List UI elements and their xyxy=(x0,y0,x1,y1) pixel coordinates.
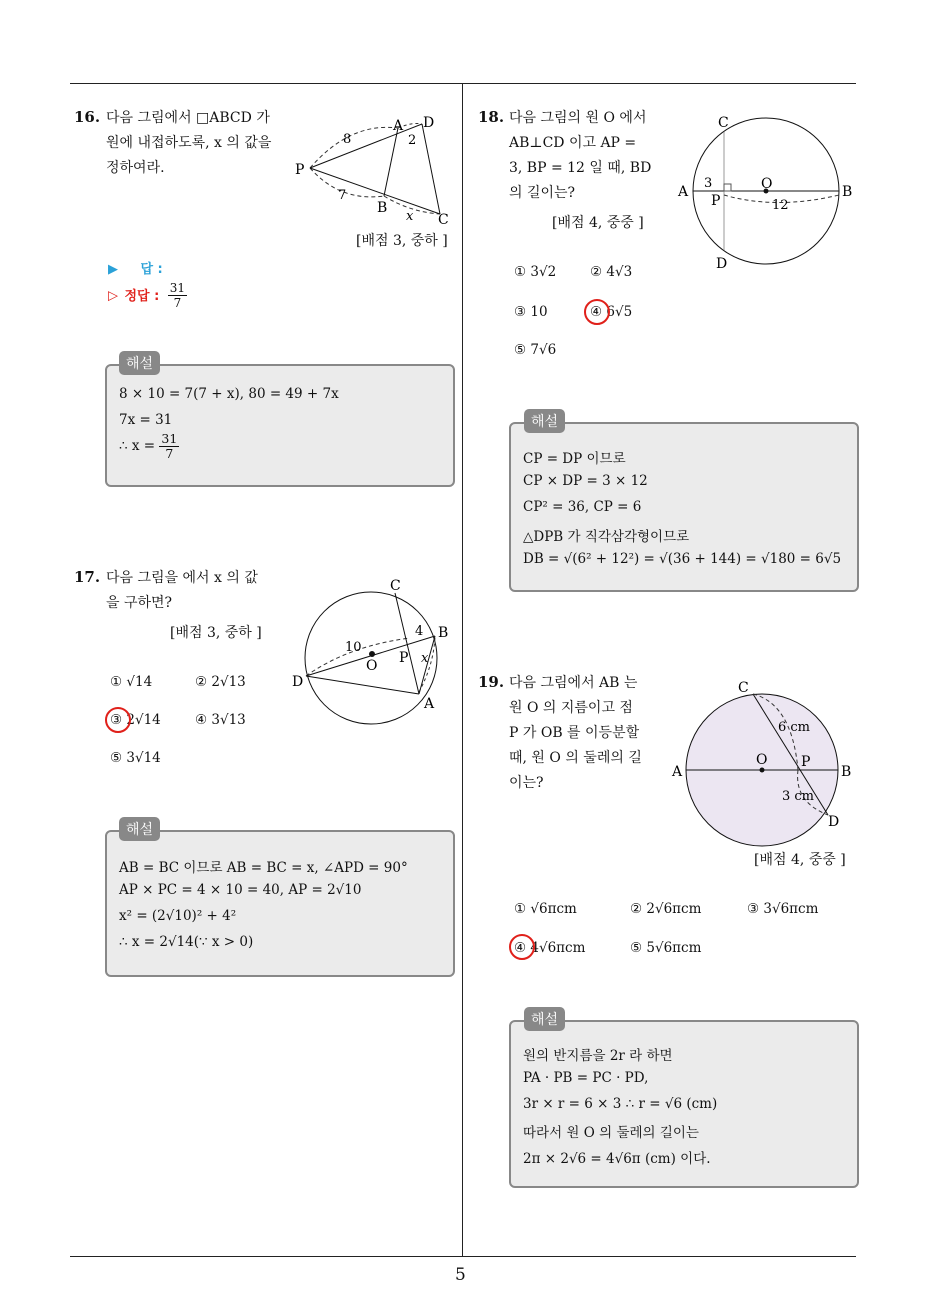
q17-sol-line: AP × PC = 4 × 10 = 40, AP = 2√10 xyxy=(119,882,362,898)
q19-sol-line: 2π × 2√6 = 4√6π (cm) 이다. xyxy=(523,1151,711,1167)
column-divider xyxy=(462,83,463,1256)
q16-label-D: D xyxy=(423,115,435,131)
q19-number: 19. xyxy=(478,673,505,691)
q16-correct-den: 7 xyxy=(173,296,182,310)
q18-label-D: D xyxy=(716,256,728,272)
q19-label-C: C xyxy=(738,680,749,696)
q17-solution-box xyxy=(105,830,455,977)
q19-text-line: 원 O 의 지름이고 점 xyxy=(509,700,633,716)
q19-score: [배점 4, 중중 ] xyxy=(754,852,846,868)
q19-label-P: P xyxy=(801,754,811,770)
q17-choice-4[interactable]: ④ 3√13 xyxy=(195,712,246,728)
q18-choice-1[interactable]: ① 3√2 xyxy=(514,264,557,280)
bottom-rule xyxy=(70,1256,856,1257)
q16-correct-fraction xyxy=(168,281,187,310)
q18-number: 18. xyxy=(478,108,505,126)
q19-choice-3[interactable]: ③ 3√6πcm xyxy=(747,901,819,917)
q18-label-A: A xyxy=(678,184,689,200)
q16-solution-badge: 해설 xyxy=(119,351,160,375)
q19-text-line: P 가 OB 를 이등분할 xyxy=(509,725,640,741)
q18-text-line: 다음 그림의 원 O 에서 xyxy=(509,110,647,126)
q18-choice-2[interactable]: ② 4√3 xyxy=(590,264,633,280)
q17-score: [배점 3, 중하 ] xyxy=(170,625,262,641)
q19-figure xyxy=(668,678,858,848)
q17-choice-2[interactable]: ② 2√13 xyxy=(195,674,246,690)
q16-label-8: 8 xyxy=(343,132,352,147)
q18-text xyxy=(509,106,651,206)
q18-sol-line: DB = √(6² + 12²) = √(36 + 144) = √180 = 6√5 xyxy=(523,551,842,567)
q18-label-12: 12 xyxy=(772,198,789,213)
answer-arrow-icon: ▶ xyxy=(108,262,118,277)
q17-label-D: D xyxy=(292,674,304,690)
q16-label-P: P xyxy=(295,162,305,178)
q17-text xyxy=(106,566,258,616)
q16-label-7: 7 xyxy=(338,188,347,203)
page-number: 5 xyxy=(455,1265,466,1285)
q18-choice-5[interactable]: ⑤ 7√6 xyxy=(514,342,557,358)
q16-correct-num: 31 xyxy=(169,281,186,295)
q17-figure xyxy=(288,574,458,734)
q17-sol-line: ∴ x = 2√14(∵ x > 0) xyxy=(119,934,254,950)
q16-correct-row xyxy=(108,281,187,310)
q18-choice-4[interactable]: ④ 6√5 xyxy=(590,304,633,320)
q17-text-line: 을 구하면? xyxy=(106,595,173,611)
q17-number: 17. xyxy=(74,568,101,586)
q17-label-10: 10 xyxy=(345,640,362,655)
q19-answer-mark xyxy=(509,934,535,960)
q16-sol-num: 31 xyxy=(161,431,178,446)
q17-answer-mark xyxy=(105,707,131,733)
q16-sol-therefore: ∴ x = xyxy=(119,438,156,454)
q18-text-line: 의 길이는? xyxy=(509,185,576,201)
q17-label-B: B xyxy=(438,625,449,641)
q17-label-C: C xyxy=(390,578,401,594)
q16-text-line: 정하여라. xyxy=(106,160,165,176)
q18-label-3: 3 xyxy=(704,176,713,191)
q17-label-O: O xyxy=(366,658,378,674)
q17-solution-badge: 해설 xyxy=(119,817,160,841)
q17-sol-line: x² = (2√10)² + 4² xyxy=(119,908,237,924)
q17-label-A: A xyxy=(424,696,435,712)
q18-solution-badge: 해설 xyxy=(524,409,565,433)
q18-sol-line: CP² = 36, CP = 6 xyxy=(523,499,642,515)
q18-sol-line: △DPB 가 직각삼각형이므로 xyxy=(523,529,690,545)
q19-choice-5[interactable]: ⑤ 5√6πcm xyxy=(630,940,702,956)
q19-sol-line: PA · PB = PC · PD, xyxy=(523,1070,649,1086)
top-rule xyxy=(70,83,856,84)
q18-sol-line: CP × DP = 3 × 12 xyxy=(523,473,648,489)
q16-score: [배점 3, 중하 ] xyxy=(356,233,448,249)
q16-label-2: 2 xyxy=(408,133,417,148)
q19-label-6cm: 6 cm xyxy=(778,720,811,735)
q16-sol-line-3 xyxy=(119,432,179,461)
q16-text-line: 다음 그림에서 □ABCD 가 xyxy=(106,110,270,126)
q16-text-line: 원에 내접하도록, x 의 값을 xyxy=(106,135,272,151)
q18-label-P: P xyxy=(711,193,721,209)
q16-solution-box xyxy=(105,364,455,487)
q19-solution-badge: 해설 xyxy=(524,1007,565,1031)
q18-choice-3[interactable]: ③ 10 xyxy=(514,304,548,320)
q19-label-B: B xyxy=(841,764,852,780)
q16-figure xyxy=(290,110,460,232)
q16-sol-fraction xyxy=(159,432,179,461)
q16-label-B: B xyxy=(377,200,388,216)
q18-solution-box xyxy=(509,422,859,592)
q19-label-3cm: 3 cm xyxy=(782,789,815,804)
q18-label-B: B xyxy=(842,184,853,200)
q16-answer-label: 답 : xyxy=(140,262,163,277)
q17-label-4: 4 xyxy=(415,624,424,639)
q18-label-O: O xyxy=(761,176,773,192)
q18-score: [배점 4, 중중 ] xyxy=(552,215,644,231)
q18-text-line: 3, BP = 12 일 때, BD xyxy=(509,160,652,176)
q19-label-D: D xyxy=(828,814,840,830)
q19-solution-box xyxy=(509,1020,859,1188)
q19-sol-line: 3r × r = 6 × 3 ∴ r = √6 (cm) xyxy=(523,1096,718,1112)
q19-choice-2[interactable]: ② 2√6πcm xyxy=(630,901,702,917)
q17-choice-1[interactable]: ① √14 xyxy=(110,674,153,690)
q17-choice-5[interactable]: ⑤ 3√14 xyxy=(110,750,161,766)
q16-answer-row xyxy=(108,258,163,277)
q17-choice-3[interactable]: ③ 2√14 xyxy=(110,712,161,728)
q17-text-line: 다음 그림을 에서 x 의 값 xyxy=(106,570,258,586)
q19-text-line: 다음 그림에서 AB 는 xyxy=(509,675,638,691)
q18-answer-mark xyxy=(584,299,610,325)
q16-label-x: x xyxy=(406,209,414,224)
q16-number: 16. xyxy=(74,108,101,126)
q19-text xyxy=(509,671,642,796)
q19-label-A: A xyxy=(672,764,683,780)
q19-label-O: O xyxy=(756,752,768,768)
q18-sol-line: CP = DP 이므로 xyxy=(523,451,626,467)
q19-text-line: 때, 원 O 의 둘레의 길 xyxy=(509,750,642,766)
q16-sol-line: 8 × 10 = 7(7 + x), 80 = 49 + 7x xyxy=(119,386,339,402)
q19-sol-line: 따라서 원 O 의 둘레의 길이는 xyxy=(523,1125,699,1141)
q18-text-line: AB⊥CD 이고 AP = xyxy=(509,135,637,151)
q19-choice-4[interactable]: ④ 4√6πcm xyxy=(514,940,586,956)
q17-sol-line: AB = BC 이므로 AB = BC = x, ∠APD = 90° xyxy=(119,860,408,876)
q16-text xyxy=(106,106,271,181)
q18-figure xyxy=(676,112,858,272)
q16-label-A: A xyxy=(393,118,404,134)
q19-choice-1[interactable]: ① √6πcm xyxy=(514,901,577,917)
q16-sol-line: 7x = 31 xyxy=(119,412,173,428)
q18-label-C: C xyxy=(718,115,729,131)
q17-label-P: P xyxy=(399,650,409,666)
q19-sol-line: 원의 반지름을 2r 라 하면 xyxy=(523,1048,673,1064)
q19-text-line: 이는? xyxy=(509,775,544,791)
q16-label-C: C xyxy=(438,212,449,228)
q16-correct-label: 정답 : xyxy=(124,288,160,304)
correct-arrow-icon: ▷ xyxy=(108,288,118,304)
q17-label-x: x xyxy=(421,651,429,666)
q16-sol-den: 7 xyxy=(165,446,174,461)
